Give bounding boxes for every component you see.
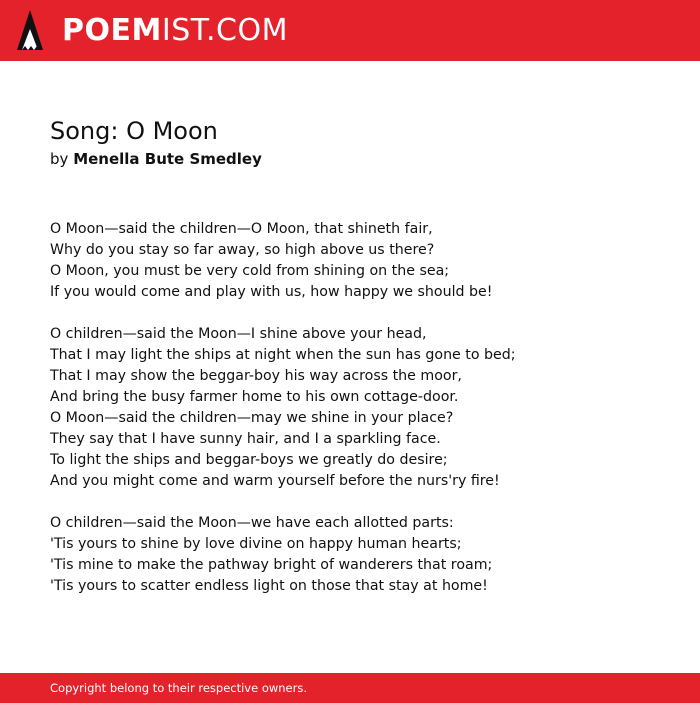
poem-line: O children—said the Moon—we have each allotted parts: (50, 515, 454, 531)
poem-author: Menella Bute Smedley (73, 150, 262, 168)
poem-line: O Moon, you must be very cold from shining on the sea; (50, 263, 450, 279)
poem-line: O Moon—said the children—may we shine in your place? (50, 410, 454, 426)
poem-line: Why do you stay so far away, so high above us there? (50, 242, 435, 258)
poem-line: O Moon—said the children—O Moon, that shineth fair, (50, 221, 433, 237)
poem-line: That I may show the beggar-boy his way across the moor, (50, 368, 462, 384)
poem-title: Song: O Moon (50, 117, 218, 145)
poem-stanza (50, 324, 650, 492)
poem-stanza (50, 219, 650, 303)
copyright-notice: Copyright belong to their respective owners. (50, 681, 308, 695)
poem-line: That I may light the ships at night when the sun has gone to bed; (50, 347, 516, 363)
site-logo-text[interactable] (62, 12, 288, 50)
poem-line: 'Tis yours to shine by love divine on happy human hearts; (50, 536, 462, 552)
brand-light-text: IST.COM (161, 13, 288, 48)
site-footer (0, 673, 700, 703)
poem-body (50, 219, 650, 618)
poem-line: They say that I have sunny hair, and I a sparkling face. (50, 431, 441, 447)
pencil-icon[interactable] (17, 10, 43, 52)
poem-line: If you would come and play with us, how happy we should be! (50, 284, 493, 300)
site-header (0, 0, 700, 61)
poem-line: And you might come and warm yourself before the nurs'ry fire! (50, 473, 500, 489)
by-label: by (50, 150, 69, 168)
poem-byline (50, 149, 262, 169)
poem-line: And bring the busy farmer home to his own cottage-door. (50, 389, 459, 405)
poem-line: 'Tis yours to scatter endless light on those that stay at home! (50, 578, 488, 594)
poem-line: To light the ships and beggar-boys we greatly do desire; (50, 452, 448, 468)
poem-line: 'Tis mine to make the pathway bright of wanderers that roam; (50, 557, 493, 573)
poem-line: O children—said the Moon—I shine above your head, (50, 326, 427, 342)
brand-bold-text: POEM (62, 13, 162, 48)
poem-stanza (50, 513, 650, 597)
